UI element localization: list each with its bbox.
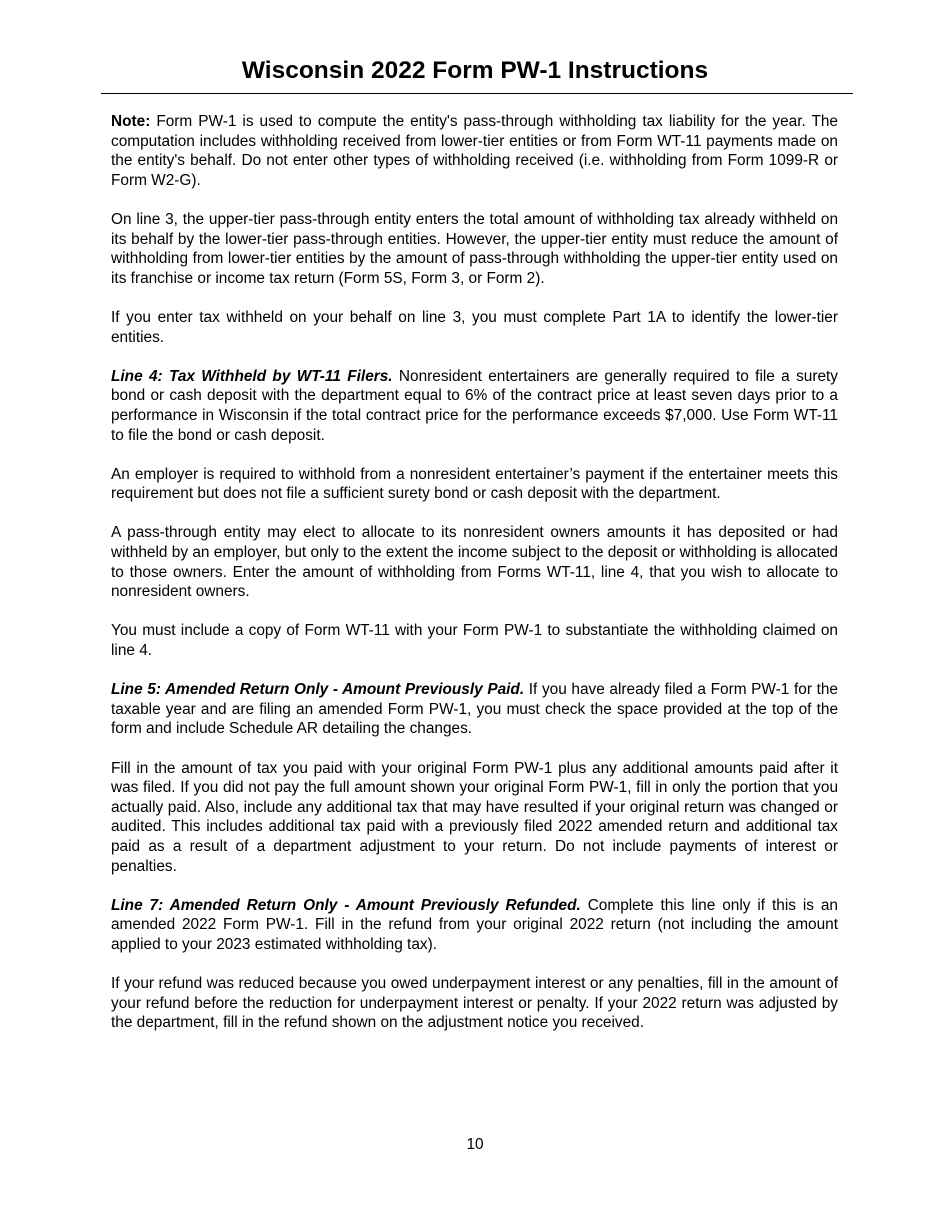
paragraph-text: If your refund was reduced because you owed underpayment interest or any penalties, fill in the amount of your refund before the reduction for underpayment interest or penalty. If your 2022 return was adjusted by the department, fill in the refund shown on the adjustment notice you received.: [111, 975, 838, 1032]
line-4-paragraph: [111, 367, 838, 445]
line-5-paragraph: [111, 680, 838, 739]
paragraph-text: Fill in the amount of tax you paid with your original Form PW-1 plus any additional amounts paid after it was filed. If you did not pay the full amount shown your original Form PW-1, fill in only the portion that you actually paid. Also, include any additional tax that may have resulted if your original return was changed or audited. This includes additional tax paid with a previously filed 2022 amended return and additional tax paid as a result of a department adjustment to your return. Do not include payments of interest or penalties.: [111, 759, 838, 875]
amount-paid-paragraph: [111, 759, 838, 877]
page-title: Wisconsin 2022 Form PW-1 Instructions: [241, 57, 709, 84]
paragraph-lead: Line 5: Amended Return Only - Amount Previously Paid.: [111, 681, 525, 699]
paragraph-lead: Line 4: Tax Withheld by WT-11 Filers.: [111, 367, 393, 385]
title-divider: [101, 93, 853, 94]
line-7-paragraph: [111, 896, 838, 955]
paragraph-text: A pass-through entity may elect to allocate to its nonresident owners amounts it has deposited or had withheld by an employer, but only to the extent the income subject to the deposit or withholding is allocated to those owners. Enter the amount of withholding from Forms WT-11, line 4, that you wish to allocate to nonresident owners.: [111, 524, 838, 601]
instructions-body: [111, 112, 838, 1053]
paragraph-text: If you enter tax withheld on your behalf on line 3, you must complete Part 1A to identify the lower-tier entities.: [111, 308, 838, 346]
paragraph-text: An employer is required to withhold from a nonresident entertainer’s payment if the entertainer meets this requirement but does not file a sufficient surety bond or cash deposit with the department.: [111, 465, 838, 503]
paragraph-text: Nonresident entertainers are generally required to file a surety bond or cash deposit with the department equal to 6% of the contract price at least seven days prior to a performance in Wisconsin if the total contract price for the performance exceeds $7,000. Use Form WT-11 to file the bond or cash deposit.: [111, 367, 838, 444]
allocation-paragraph: [111, 523, 838, 601]
paragraph-text: On line 3, the upper-tier pass-through entity enters the total amount of withholding tax already withheld on its behalf by the lower-tier pass-through entities. However, the upper-tier entity must reduce the amount of withholding from lower-tier entities by the amount of pass-through withholding the upper-tier entity used on its franchise or income tax return (Form 5S, Form 3, or Form 2).: [111, 210, 838, 287]
paragraph-text: Form PW-1 is used to compute the entity's pass-through withholding tax liability for the year. The computation includes withholding received from lower-tier entities or from Form WT-11 payments made on the entity's behalf. Do not enter other types of withholding received (i.e. withholding from Form 1099-R or Form W2-G).: [111, 113, 838, 189]
line-3-paragraph: [111, 210, 838, 288]
paragraph-text: You must include a copy of Form WT-11 with your Form PW-1 to substantiate the withholding claimed on line 4.: [111, 622, 838, 660]
paragraph-text: Complete this line only if this is an amended 2022 Form PW-1. Fill in the refund from your original 2022 return (not including the amount applied to your 2023 estimated withholding tax).: [111, 896, 838, 953]
page-number: 10: [466, 1136, 484, 1153]
part-1a-paragraph: [111, 308, 838, 347]
paragraph-lead: Line 7: Amended Return Only - Amount Previously Refunded.: [111, 896, 581, 914]
employer-paragraph: [111, 465, 838, 504]
wt11-copy-paragraph: [111, 621, 838, 660]
paragraph-text: If you have already filed a Form PW-1 for the taxable year and are filing an amended Form PW-1, you must check the space provided at the top of the form and include Schedule AR detailing the changes.: [111, 681, 838, 738]
paragraph-lead: Note:: [111, 113, 151, 130]
note-paragraph: [111, 112, 838, 190]
refund-reduced-paragraph: [111, 974, 838, 1033]
